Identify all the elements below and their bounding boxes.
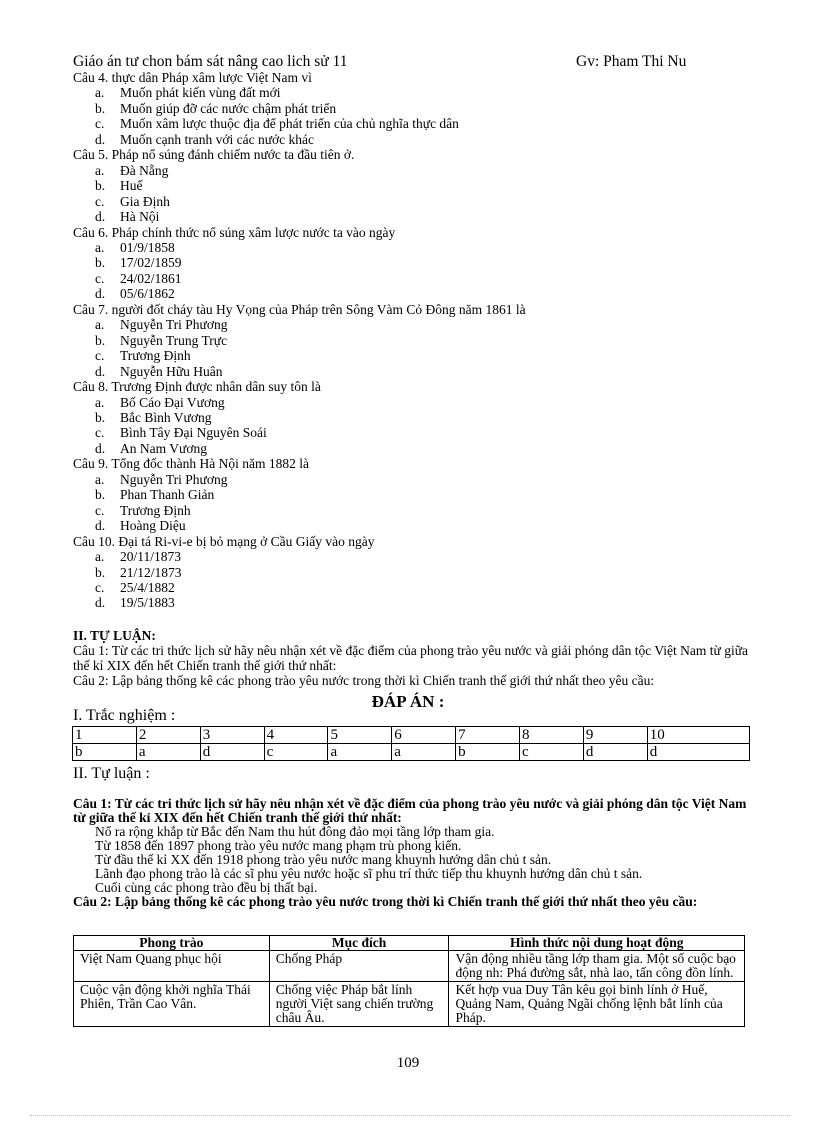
option-key: c. <box>95 270 105 286</box>
answer-key-cell: b <box>73 744 137 761</box>
option-text: 19/5/1883 <box>120 595 175 611</box>
question-text: Câu 4. thực dân Pháp xâm lược Việt Nam vì <box>73 70 312 85</box>
multiple-choice-section <box>73 70 763 611</box>
option-text: Hà Nội <box>120 209 160 225</box>
question-text: Câu 10. Đại tá Ri-vi-e bị bỏ mạng ở Cầu Giấy vào ngày <box>73 533 375 549</box>
answer-option <box>95 364 763 379</box>
option-text: Nguyễn Trung Trực <box>120 332 228 348</box>
option-text: 25/4/1882 <box>120 579 175 595</box>
answer-option <box>95 209 763 224</box>
essay-answer-points <box>73 825 753 895</box>
answer-number-cell: 7 <box>456 727 520 744</box>
essay-answer-point: Từ đầu thế kỉ XX đến 1918 phong trào yêu nước mang khuynh hướng dân chủ t sản. <box>95 852 552 867</box>
option-key: a. <box>95 239 105 255</box>
option-text: Muốn phát kiến vùng đất mới <box>120 85 281 101</box>
answer-number-cell: 2 <box>136 727 200 744</box>
answer-option <box>95 441 763 456</box>
option-key: b. <box>95 487 106 503</box>
answer-number-cell: 8 <box>520 727 584 744</box>
option-key: b. <box>95 409 106 425</box>
essay-section <box>73 628 763 688</box>
answer-section-2-label: II. Tự luận : <box>73 765 150 782</box>
movements-table <box>73 935 745 1027</box>
essay-answer-point: Nổ ra rộng khắp từ Bắc đến Nam thu hút đông đảo mọi tầng lớp tham gia. <box>95 824 495 839</box>
movements-header-cell: Phong trào <box>74 936 270 951</box>
option-key: c. <box>95 425 105 441</box>
answer-key-cell: c <box>264 744 328 761</box>
answer-option <box>95 317 763 332</box>
option-text: Gia Định <box>120 193 170 209</box>
option-text: Bắc Bình Vương <box>120 409 212 425</box>
answer-key-cell: d <box>647 744 749 761</box>
option-key: b. <box>95 178 106 194</box>
option-key: c. <box>95 502 105 518</box>
answer-number-row <box>73 727 750 744</box>
movements-header-cell: Mục đích <box>269 936 449 951</box>
answer-number-cell: 4 <box>264 727 328 744</box>
answer-number-cell: 1 <box>73 727 137 744</box>
option-text: 21/12/1873 <box>120 564 182 580</box>
answer-option <box>95 410 763 425</box>
option-text: An Nam Vương <box>120 440 207 456</box>
option-text: Nguyễn Hữu Huân <box>120 363 223 379</box>
answer-title: ĐÁP ÁN : <box>371 692 445 711</box>
essay-answers <box>73 797 753 909</box>
movements-cell: Chống việc Pháp bắt lính người Việt sang chiến trường châu Âu. <box>269 982 449 1027</box>
answer-number-cell: 5 <box>328 727 392 744</box>
option-key: d. <box>95 209 106 225</box>
movements-table-body <box>74 951 745 1027</box>
option-text: Muốn giúp đỡ các nước chậm phát triển <box>120 100 337 116</box>
header-title: Giáo án tư chon bám sát nâng cao lich sử 11 <box>73 53 348 70</box>
answer-option <box>95 487 763 502</box>
answer-option <box>95 472 763 487</box>
answer-option <box>95 348 763 363</box>
answer-option <box>95 425 763 440</box>
answer-option <box>95 178 763 193</box>
movements-table-header <box>74 936 745 951</box>
option-text: Huế <box>120 178 143 194</box>
option-text: Bình Tây Đại Nguyên Soái <box>120 425 267 441</box>
option-key: a. <box>95 317 105 333</box>
option-text: Nguyễn Tri Phương <box>120 317 228 333</box>
essay-question-1: Câu 1: Từ các tri thức lịch sử hãy nêu nhận xét về đặc điểm của phong trào yêu nước và giải phóng dân tộc Việt Nam từ giữa thế kỉ XIX đến hết Chiến tranh thế giới thứ nhất: <box>73 643 749 673</box>
option-key: d. <box>95 131 106 147</box>
option-text: Nguyễn Tri Phương <box>120 471 228 487</box>
option-text: Muốn cạnh tranh với các nước khác <box>120 131 315 147</box>
option-text: 05/6/1862 <box>120 286 175 302</box>
question-text: Câu 8. Trương Định được nhân dân suy tôn là <box>73 379 321 395</box>
answer-option <box>95 194 763 209</box>
option-key: d. <box>95 286 106 302</box>
answer-key-cell: a <box>328 744 392 761</box>
answer-option <box>95 395 763 410</box>
answer-number-cell: 10 <box>647 727 749 744</box>
option-text: Trương Định <box>120 502 191 518</box>
question-text: Câu 5. Pháp nổ súng đánh chiếm nước ta đầu tiên ở. <box>73 147 355 163</box>
question-text: Câu 7. người đốt cháy tàu Hy Vọng của Pháp trên Sông Vàm Cỏ Đông năm 1861 là <box>73 301 526 317</box>
answer-option <box>95 503 763 518</box>
answer-option <box>95 333 763 348</box>
option-text: 24/02/1861 <box>120 270 182 286</box>
answer-option <box>95 518 763 533</box>
option-text: Bố Cáo Đại Vương <box>120 394 225 410</box>
option-key: b. <box>95 255 106 271</box>
movements-cell: Việt Nam Quang phục hội <box>74 951 270 982</box>
page-bottom-border <box>30 1115 790 1116</box>
essay-answer-q2: Câu 2: Lập bảng thống kê các phong trào yêu nước trong thời kì Chiến tranh thế giới thứ nhất theo yêu cầu: <box>73 894 698 909</box>
option-key: d. <box>95 595 106 611</box>
option-key: a. <box>95 549 105 565</box>
answer-option <box>95 595 763 610</box>
essay-answer-point: Từ 1858 đến 1897 phong trào yêu nước mang phạm trù phong kiến. <box>95 838 462 853</box>
option-text: Phan Thanh Giản <box>120 487 215 503</box>
option-key: c. <box>95 579 105 595</box>
movements-cell: Kết hợp vua Duy Tân kêu gọi binh lính ở Huế, Quảng Nam, Quảng Ngãi chống lệnh bắt lính của Pháp. <box>449 982 745 1027</box>
answer-key-cell: d <box>583 744 647 761</box>
option-key: a. <box>95 471 105 487</box>
option-text: Hoàng Diệu <box>120 518 186 534</box>
option-key: d. <box>95 440 106 456</box>
answer-key-cell: c <box>520 744 584 761</box>
option-text: Đà Nẵng <box>120 162 169 178</box>
essay-answer-point: Lãnh đạo phong trào là các sĩ phu yêu nước hoặc sĩ phu trí thức tiếp thu khuynh hướng dân chủ t sản. <box>95 866 643 881</box>
answer-number-cell: 9 <box>583 727 647 744</box>
question-text: Câu 6. Pháp chính thức nổ súng xâm lược nước ta vào ngày <box>73 224 396 240</box>
answer-option <box>95 85 763 100</box>
option-text: 17/02/1859 <box>120 255 182 271</box>
option-text: Muốn xâm lược thuộc địa để phát triển của chủ nghĩa thực dân <box>120 116 459 132</box>
answer-option <box>95 163 763 178</box>
answer-section-1-label: I. Trắc nghiệm : <box>73 707 176 724</box>
option-key: a. <box>95 162 105 178</box>
option-key: d. <box>95 363 106 379</box>
essay-answer-q1: Câu 1: Từ các tri thức lịch sử hãy nêu nhận xét về đặc điểm của phong trào yêu nước và giải phóng dân tộc Việt Nam từ giữa thế kỉ XIX đến hết Chiến tranh thế giới thứ nhất: <box>73 796 747 825</box>
answer-key-table <box>72 726 750 761</box>
answer-option <box>95 286 763 301</box>
movements-cell: Chống Pháp <box>269 951 449 982</box>
table-row <box>74 982 745 1027</box>
option-key: b. <box>95 332 106 348</box>
option-key: d. <box>95 518 106 534</box>
answer-option <box>95 116 763 131</box>
answer-option <box>95 549 763 564</box>
answer-option <box>95 101 763 116</box>
table-row <box>74 951 745 982</box>
option-key: a. <box>95 85 105 101</box>
answer-key-cell: b <box>456 744 520 761</box>
option-key: c. <box>95 348 105 364</box>
option-key: b. <box>95 564 106 580</box>
answer-key-cell: a <box>392 744 456 761</box>
answer-option <box>95 132 763 147</box>
essay-question-2: Câu 2: Lập bảng thống kê các phong trào yêu nước trong thời kì Chiến tranh thế giới thứ nhất theo yêu cầu: <box>73 673 655 688</box>
option-key: c. <box>95 116 105 132</box>
answer-option <box>95 271 763 286</box>
answer-key-row <box>73 744 750 761</box>
answer-number-cell: 6 <box>392 727 456 744</box>
answer-option <box>95 580 763 595</box>
question-text: Câu 9. Tổng đốc thành Hà Nội năm 1882 là <box>73 456 309 472</box>
essay-title: II. TỰ LUẬN: <box>73 628 156 643</box>
answer-number-cell: 3 <box>200 727 264 744</box>
answer-key-cell: a <box>136 744 200 761</box>
essay-answer-point: Cuối cùng các phong trào đều bị thất bại. <box>95 880 318 895</box>
answer-key-cell: d <box>200 744 264 761</box>
movements-cell: Cuộc vận động khởi nghĩa Thái Phiên, Trần Cao Vân. <box>74 982 270 1027</box>
option-key: b. <box>95 100 106 116</box>
page-number: 109 <box>396 1055 420 1071</box>
option-key: c. <box>95 193 105 209</box>
option-text: Trương Định <box>120 348 191 364</box>
movements-header-cell: Hình thức nội dung hoạt động <box>449 936 745 951</box>
option-text: 01/9/1858 <box>120 239 175 255</box>
answer-option <box>95 565 763 580</box>
option-key: a. <box>95 394 105 410</box>
movements-cell: Vận động nhiều tầng lớp tham gia. Một số cuộc bạo động nh: Phá đường sắt, nhà lao, tấn công đồn lính. <box>449 951 745 982</box>
answer-option <box>95 240 763 255</box>
header-teacher: Gv: Pham Thi Nu <box>576 53 687 70</box>
answer-option <box>95 255 763 270</box>
option-text: 20/11/1873 <box>120 549 182 565</box>
